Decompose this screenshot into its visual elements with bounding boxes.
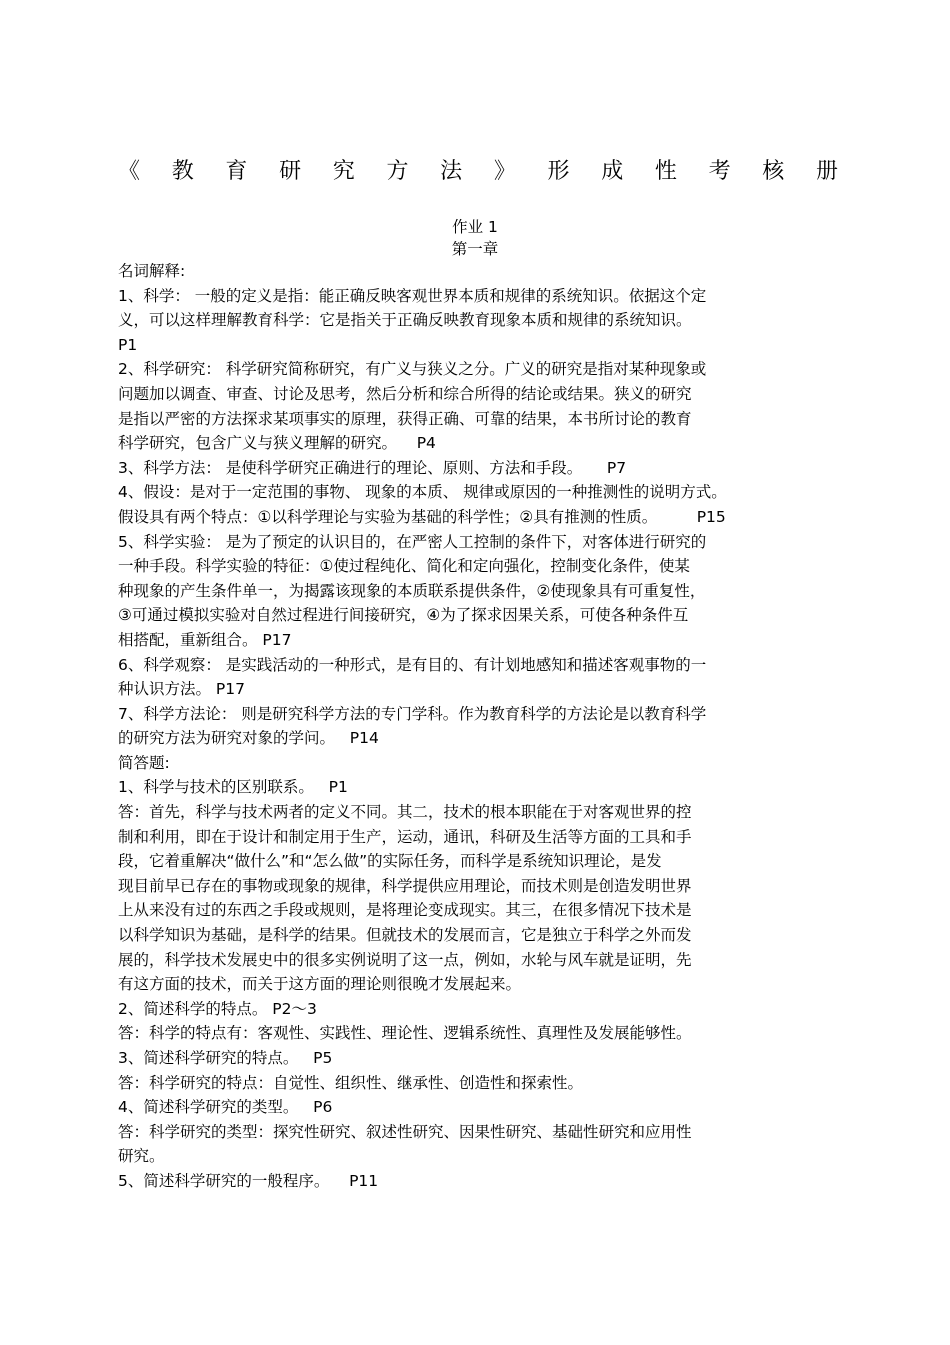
title-char: 》 xyxy=(493,159,516,184)
text-line: 问题加以调查、审查、讨论及思考，然后分析和综合所得的结论或结果。狭义的研究 xyxy=(118,384,692,403)
text-line: 答：科学研究的特点：自觉性、组织性、继承性、创造性和探索性。 xyxy=(118,1073,584,1092)
text-line: 段，它着重解决“做什么”和“怎么做”的实际任务，而科学是系统知识理论，是发 xyxy=(118,852,662,871)
text-line: 7、科学方法论： 则是研究科学方法的专门学科。作为教育科学的方法论是以教育科学 xyxy=(118,704,707,723)
title-char: 方 xyxy=(386,159,409,184)
title-char: 教 xyxy=(171,159,194,184)
text-line: 种现象的产生条件单一，为揭露该现象的本质联系提供条件，②使现象具有可重复性， xyxy=(118,581,706,600)
text-line: 假设具有两个特点：①以科学理论与实验为基础的科学性；②具有推测的性质。 P15 xyxy=(118,507,726,526)
text-line: 有这方面的技术，而关于这方面的理论则很晚才发展起来。 xyxy=(118,975,522,994)
text-line: 简答题: xyxy=(118,753,170,772)
text-line: 4、假设：是对于一定范围的事物、 现象的本质、 规律或原因的一种推测性的说明方式。 xyxy=(118,483,727,502)
text-line: 相搭配，重新组合。 P17 xyxy=(118,630,292,649)
assignment-heading: 作业 1 xyxy=(452,218,498,236)
text-line: 4、简述科学研究的类型。 P6 xyxy=(118,1098,333,1117)
document-title xyxy=(118,155,838,189)
text-line: ③可通过模拟实验对自然过程进行间接研究，④为了探求因果关系，可使各种条件互 xyxy=(118,606,689,625)
text-line: 科学研究，包含广义与狭义理解的研究。 P4 xyxy=(118,434,436,453)
text-line: 答：首先，科学与技术两者的定义不同。其二，技术的根本职能在于对客观世界的控 xyxy=(118,803,692,822)
text-line: 以科学知识为基础，是科学的结果。但就技术的发展而言，它是独立于科学之外而发 xyxy=(118,926,692,945)
title-char: 形 xyxy=(547,159,570,184)
document-body xyxy=(118,259,838,1194)
text-line: 1、科学与技术的区别联系。 P1 xyxy=(118,778,348,797)
title-char: 究 xyxy=(332,159,355,184)
text-line: 5、简述科学研究的一般程序。 P11 xyxy=(118,1171,379,1190)
title-char: 考 xyxy=(708,159,731,184)
text-line: 5、科学实验： 是为了预定的认识目的，在严密人工控制的条件下，对客体进行研究的 xyxy=(118,532,707,551)
text-line: 研究。 xyxy=(118,1147,165,1166)
text-line: 2、科学研究： 科学研究简称研究，有广义与狭义之分。广义的研究是指对某种现象或 xyxy=(118,360,707,379)
text-line: 是指以严密的方法探求某项事实的原理，获得正确、可靠的结果，本书所讨论的教育 xyxy=(118,409,692,428)
text-line: 名词解释: xyxy=(118,262,186,280)
title-char: 育 xyxy=(225,159,248,184)
title-char: 研 xyxy=(279,159,302,184)
text-line: P1 xyxy=(118,335,138,354)
title-char: 性 xyxy=(654,159,677,184)
title-char: 法 xyxy=(440,159,463,184)
title-char: 成 xyxy=(601,159,624,184)
text-line: 义，可以这样理解教育科学：它是指关于正确反映教育现象本质和规律的系统知识。 xyxy=(118,311,692,330)
title-char: 《 xyxy=(118,159,141,184)
title-char: 核 xyxy=(762,159,785,184)
text-line: 答：科学的特点有：客观性、实践性、理论性、逻辑系统性、真理性及发展能够性。 xyxy=(118,1024,692,1043)
text-line: 1、科学： 一般的定义是指：能正确反映客观世界本质和规律的系统知识。依据这个定 xyxy=(118,286,707,305)
text-line: 3、简述科学研究的特点。 P5 xyxy=(118,1049,333,1067)
chapter-heading: 第一章 xyxy=(451,240,499,258)
text-line: 制和利用，即在于设计和制定用于生产，运动，通讯，科研及生活等方面的工具和手 xyxy=(118,827,692,846)
text-line: 现目前早已存在的事物或现象的规律，科学提供应用理论，而技术则是创造发明世界 xyxy=(118,876,692,895)
text-line: 答：科学研究的类型：探究性研究、叙述性研究、因果性研究、基础性研究和应用性 xyxy=(118,1122,692,1141)
text-line: 的研究方法为研究对象的学问。 P14 xyxy=(118,729,379,748)
text-line: 3、科学方法： 是使科学研究正确进行的理论、原则、方法和手段。 P7 xyxy=(118,458,627,477)
text-line: 上从来没有过的东西之手段或规则，是将理论变成现实。其三，在很多情况下技术是 xyxy=(118,901,692,920)
text-line: 展的，科学技术发展史中的很多实例说明了这一点，例如，水轮与风车就是证明，先 xyxy=(118,950,692,969)
text-line: 2、简述科学的特点。 P2～3 xyxy=(118,999,317,1018)
title-char: 册 xyxy=(815,159,838,184)
text-line: 6、科学观察： 是实践活动的一种形式，是有目的、有计划地感知和描述客观事物的一 xyxy=(118,655,707,674)
text-line: 一种手段。科学实验的特征：①使过程纯化、简化和定向强化，控制变化条件，使某 xyxy=(118,557,690,576)
text-line: 种认识方法。 P17 xyxy=(118,680,245,699)
